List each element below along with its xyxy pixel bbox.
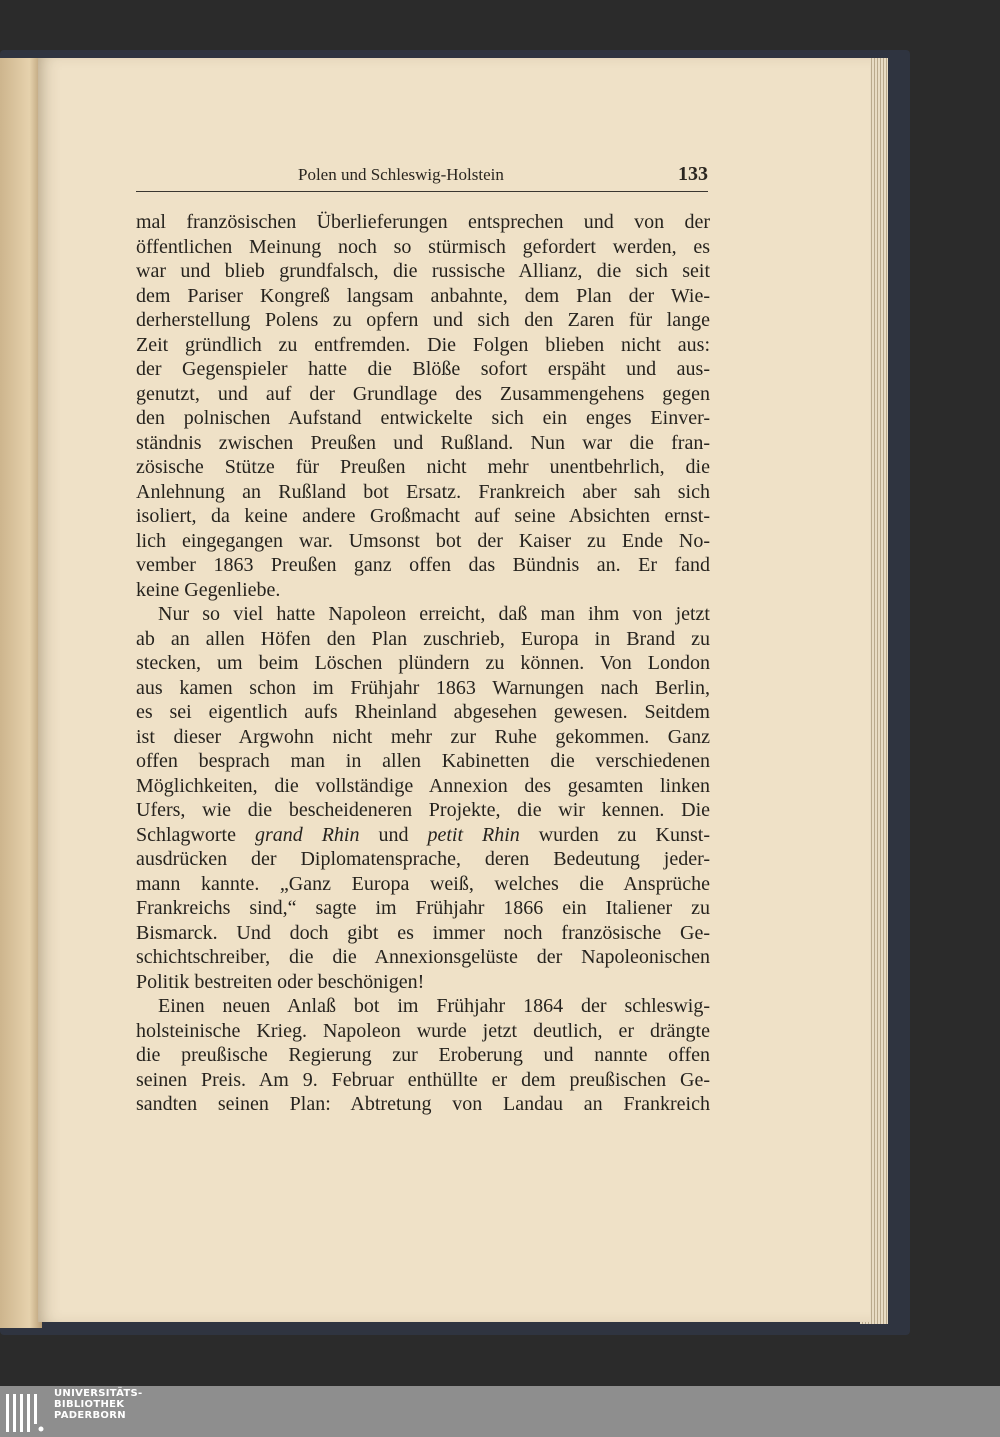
body-text	[136, 210, 710, 1117]
text-line: Bismarck. Und doch gibt es immer noch französische Ge-	[136, 921, 710, 944]
text-line: seinen Preis. Am 9. Februar enthüllte er dem preußischen Ge-	[136, 1068, 710, 1091]
text-line: ab an allen Höfen den Plan zuschrieb, Europa in Brand zu	[136, 627, 710, 650]
text-line: sandten seinen Plan: Abtretung von Landau an Frankreich	[136, 1093, 710, 1115]
text-line: dem Pariser Kongreß langsam anbahnte, dem Plan der Wie-	[136, 284, 710, 307]
text-line: keine Gegenliebe.	[136, 578, 281, 601]
text-line: Anlehnung an Rußland bot Ersatz. Frankreich aber sah sich	[136, 480, 710, 503]
text-line: zösische Stütze für Preußen nicht mehr unentbehrlich, die	[136, 456, 710, 478]
text-line: war und blieb grundfalsch, die russische Allianz, die sich seit	[136, 260, 710, 282]
text-line: vember 1863 Preußen ganz offen das Bündnis an. Er fand	[136, 554, 710, 576]
text-line: Möglichkeiten, die vollständige Annexion des gesamten linken	[136, 774, 710, 797]
text-line: derherstellung Polens zu opfern und sich den Zaren für lange	[136, 309, 710, 331]
library-name-line: BIBLIOTHEK	[54, 1399, 125, 1410]
text-line: stecken, um beim Löschen plündern zu können. Von London	[136, 652, 710, 674]
text-line: Ufers, wie die bescheideneren Projekte, die wir kennen. Die	[136, 799, 710, 821]
text-line: Nur so viel hatte Napoleon erreicht, daß man ihm von jetzt	[158, 603, 710, 625]
text-line: Zeit gründlich zu entfremden. Die Folgen blieben nicht aus:	[136, 333, 710, 356]
text-line: ständnis zwischen Preußen und Rußland. Nun war die fran-	[136, 431, 710, 454]
text-line: die preußische Regierung zur Eroberung und nannte offen	[136, 1044, 710, 1066]
page-number: 133	[678, 163, 708, 185]
text-line: den polnischen Aufstand entwickelte sich ein enges Einver-	[136, 407, 710, 429]
text-line: schichtschreiber, die die Annexionsgelüste der Napoleonischen	[136, 946, 710, 968]
library-name-line: UNIVERSITÄTS-	[54, 1388, 143, 1399]
previous-page-edge	[0, 58, 42, 1328]
text-line: der Gegenspieler hatte die Blöße sofort erspäht und aus-	[136, 358, 710, 380]
text-line: genutzt, und auf der Grundlage des Zusammengehens gegen	[136, 382, 710, 405]
text-line: Einen neuen Anlaß bot im Frühjahr 1864 der schleswig-	[158, 995, 710, 1017]
text-line: holsteinische Krieg. Napoleon wurde jetzt deutlich, er drängte	[136, 1019, 710, 1042]
text-line: mal französischen Überlieferungen entsprechen und von der	[136, 211, 710, 233]
text-line	[136, 823, 710, 848]
text-line: lich eingegangen war. Umsonst bot der Kaiser zu Ende No-	[136, 529, 710, 552]
library-name	[54, 1388, 143, 1421]
text-line: mann kannte. „Ganz Europa weiß, welches die Ansprüche	[136, 872, 710, 895]
library-name-line: PADERBORN	[54, 1410, 126, 1421]
text-line: ist dieser Argwohn nicht mehr zur Ruhe gekommen. Ganz	[136, 725, 710, 748]
book-page	[38, 58, 870, 1322]
schlagworte-sentence: Schlagworte grand Rhin und petit Rhin wurden zu Kunst-	[136, 823, 710, 846]
text-line: offen besprach man in allen Kabinetten die verschiedenen	[136, 750, 710, 772]
library-logo-icon	[6, 1392, 44, 1434]
running-head	[136, 163, 708, 192]
text-line: ausdrücken der Diplomatensprache, deren Bedeutung jeder-	[136, 848, 710, 870]
running-title: Polen und Schleswig-Holstein	[298, 165, 504, 184]
text-line: es sei eigentlich aufs Rheinland abgesehen gewesen. Seitdem	[136, 701, 710, 723]
text-line: isoliert, da keine andere Großmacht auf seine Absichten ernst-	[136, 505, 710, 527]
text-line: Politik bestreiten oder beschönigen!	[136, 970, 425, 993]
library-footer	[0, 1386, 1000, 1437]
text-line: Frankreichs sind,“ sagte im Frühjahr 1866 ein Italiener zu	[136, 897, 710, 919]
text-line: öffentlichen Meinung noch so stürmisch gefordert werden, es	[136, 235, 710, 258]
text-line: aus kamen schon im Frühjahr 1863 Warnungen nach Berlin,	[136, 676, 710, 699]
